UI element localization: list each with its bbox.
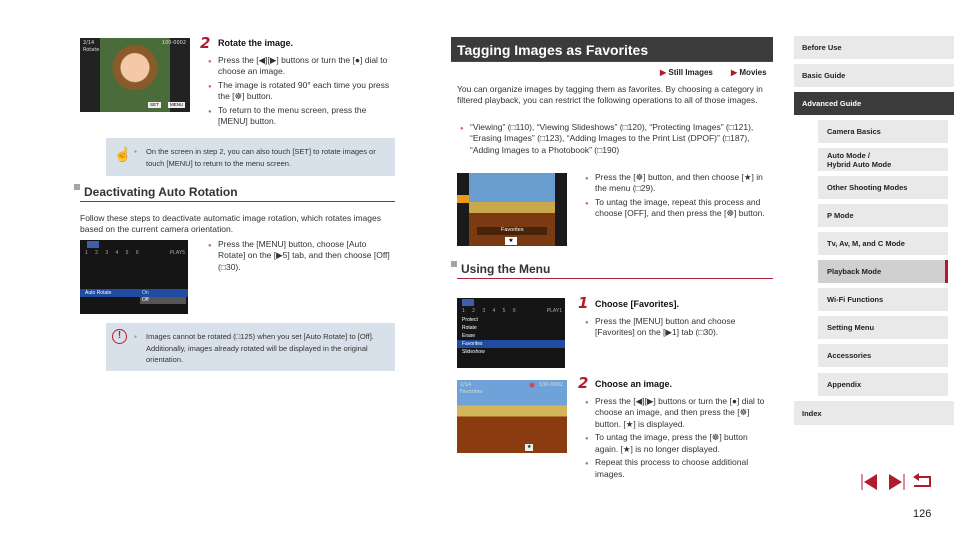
- playback-menu: [457, 298, 565, 368]
- sidebar-item-label: Appendix: [827, 380, 862, 389]
- sidebar-item-label: Index: [802, 409, 822, 418]
- bullet-item: ● Press the [MENU] button, choose [Auto Rotate] on the [▶5] tab, and then choose [Off] (□30).: [208, 239, 393, 273]
- favorites-screen: [457, 173, 567, 246]
- section-marker: [451, 261, 457, 267]
- page-number: 126: [913, 508, 932, 520]
- sidebar-item-label: Setting Menu: [827, 323, 875, 332]
- step-number: 2: [200, 34, 211, 52]
- page-title-bar: [451, 37, 773, 61]
- bullet-item: ● To untag the image, press the [☸] button again. [★] is no longer displayed.: [585, 432, 770, 455]
- star-icon: ★: [505, 237, 517, 245]
- sidebar-item-camera-basics[interactable]: [818, 120, 948, 143]
- menu-item: Auto Rotate: [85, 290, 112, 296]
- section-rule: [80, 201, 395, 202]
- ops-bullets: [460, 122, 768, 158]
- sidebar-item-p-mode[interactable]: [818, 204, 948, 227]
- step-number: 1: [578, 294, 589, 312]
- sidebar-item-before-use[interactable]: [794, 36, 954, 59]
- set-chip: SET: [150, 102, 159, 107]
- sidebar-item-label: Hybrid Auto Mode: [827, 160, 892, 169]
- arrow-left-icon: [860, 472, 880, 492]
- bullet-item: ● “Viewing” (□110), “Viewing Slideshows” (□120), “Protecting Images” (□121), “Erasing Images” (□123), “Adding Images to the Print List (DPOF)” (□187), “Adding Images to a Photobook” (□190): [460, 122, 768, 156]
- sidebar-item-label: Advanced Guide: [802, 99, 862, 108]
- menu-chip: MENU: [170, 102, 184, 107]
- page-title: Tagging Images as Favorites: [457, 42, 649, 58]
- mode-still: [660, 68, 713, 78]
- step-number: 2: [578, 374, 589, 392]
- bullet-item: ● To untag the image, repeat this process and choose [OFF], and then press the [☸] button.: [585, 197, 770, 220]
- menu-tab-label: PLAY1: [546, 308, 562, 314]
- menu-item: Protect: [462, 317, 478, 323]
- prev-page-button[interactable]: [860, 472, 880, 492]
- menu-item: Slideshow: [462, 349, 485, 355]
- title-underline: [451, 61, 773, 62]
- menu-item: Erase: [462, 333, 476, 339]
- image-select-screen: [457, 380, 567, 453]
- next-page-button[interactable]: [886, 472, 906, 492]
- set-star-chip: ★: [527, 444, 532, 450]
- caution-icon: !: [112, 329, 127, 344]
- step1-bullets: [585, 316, 770, 341]
- menu-tab-label: PLAY5: [169, 250, 185, 256]
- touch-hint-icon: ☝: [114, 146, 132, 162]
- sidebar-item-label: Playback Mode: [827, 267, 882, 276]
- section-title: Using the Menu: [461, 262, 551, 276]
- sidebar-item-label: Accessories: [827, 351, 872, 360]
- step-title: Choose an image.: [595, 379, 673, 389]
- play-tab-icon: [87, 241, 99, 248]
- return-button[interactable]: [910, 472, 934, 492]
- step2-select-bullets: [585, 396, 770, 482]
- tag-icon: ◉: [529, 382, 536, 389]
- tip-text: ● On the screen in step 2, you can also touch [SET] to rotate images or touch [MENU] to return to the menu screen.: [146, 146, 386, 169]
- sidebar-item-label: Basic Guide: [802, 71, 846, 80]
- sidebar-item-basic-guide[interactable]: [794, 64, 954, 87]
- sidebar-item-appendix[interactable]: [818, 373, 948, 396]
- bullet-item: ● Press the [◀][▶] buttons or turn the [●] dial to choose an image, and then press the [☸] button. [★] is displayed.: [585, 396, 770, 430]
- sidebar-item-label: P Mode: [827, 211, 854, 220]
- intro-text: You can organize images by tagging them as favorites. By choosing a category in filtered playback, you can restrict the following operations to all of those images.: [457, 84, 763, 106]
- mode-movies-label: Movies: [739, 68, 767, 77]
- sidebar-item-label: Tv, Av, M, and C Mode: [827, 239, 905, 248]
- sidebar-item-label: Before Use: [802, 43, 842, 52]
- deactivate-bullets: [208, 239, 393, 275]
- favorites-label: Favorites: [501, 227, 524, 233]
- sidebar-item-label: Other Shooting Modes: [827, 183, 908, 192]
- section-intro: Follow these steps to deactivate automatic image rotation, which rotates images based on the current camera orientation.: [80, 213, 381, 235]
- bullet-item: ● Repeat this process to choose additional images.: [585, 457, 770, 480]
- caution-box: [106, 323, 395, 371]
- sidebar-item-label: Auto Mode /: [827, 151, 870, 160]
- section-marker: [74, 184, 80, 190]
- bullet-item: ● Press the [MENU] button and choose [Favorites] on the [▶1] tab (□30).: [585, 316, 770, 339]
- sidebar-item-index[interactable]: [794, 401, 954, 425]
- arrow-right-icon: [886, 472, 906, 492]
- bullet-item: ● To return to the menu screen, press the [MENU] button.: [208, 105, 393, 128]
- rotate-photo: [100, 38, 170, 112]
- screen-file: 100-0002: [538, 382, 563, 388]
- bullet-item: ● Press the [◀][▶] buttons or turn the [●] dial to choose an image.: [208, 55, 393, 78]
- step-title: Rotate the image.: [218, 38, 294, 48]
- func-menu-column: [457, 173, 469, 246]
- bullet-item: ● Press the [☸] button, and then choose [★] in the menu (□29).: [585, 172, 770, 195]
- step2-bullets: [208, 55, 393, 130]
- section-title: Deactivating Auto Rotation: [84, 185, 238, 199]
- sidebar-item-wifi-functions[interactable]: [818, 288, 948, 311]
- screen-label: Favorites: [460, 389, 483, 395]
- active-indicator: [945, 260, 948, 283]
- play-arrow-icon: ▶: [660, 68, 667, 77]
- option-off: Off: [142, 297, 149, 303]
- func-menu-right: [555, 173, 567, 246]
- photo-label: Rotate: [83, 47, 100, 53]
- option-on: On: [142, 290, 149, 296]
- sidebar-nav: [794, 36, 954, 426]
- rotate-screen: [80, 38, 190, 112]
- func-menu-selected: [457, 195, 469, 203]
- sidebar-item-label: Camera Basics: [827, 127, 881, 136]
- menu-item: Favorites: [462, 341, 483, 347]
- photo-file: 100-0002: [161, 40, 186, 46]
- bullet-item: ● The image is rotated 90° each time you press the [☸] button.: [208, 80, 393, 103]
- sidebar-item-playback-mode[interactable]: [818, 260, 948, 283]
- sidebar-item-advanced-guide[interactable]: [794, 92, 954, 115]
- menu-tabs: 1 2 3 4 5 6: [85, 250, 142, 256]
- menu-tabs: 1 2 3 4 5 6: [462, 308, 519, 314]
- sidebar-item-accessories[interactable]: [818, 344, 948, 367]
- return-icon: [910, 472, 934, 492]
- sidebar-item-auto-mode[interactable]: [818, 148, 948, 171]
- sidebar-item-other-shooting-modes[interactable]: [818, 176, 948, 199]
- play-arrow-icon: ▶: [731, 68, 738, 77]
- sidebar-item-tv-av-m-c-mode[interactable]: [818, 232, 948, 255]
- mode-still-label: Still Images: [668, 68, 713, 77]
- screen-counter: 2/14: [460, 382, 472, 388]
- caution-text: ● Images cannot be rotated (□125) when you set [Auto Rotate] to [Off]. Additionally, images already rotated will be displayed in the original orientation.: [146, 331, 386, 366]
- play-tab-icon: [462, 299, 474, 306]
- auto-rotate-menu: [80, 240, 188, 314]
- photo-counter: 2/14: [83, 40, 95, 46]
- sidebar-item-setting-menu[interactable]: [818, 316, 948, 339]
- step-title: Choose [Favorites].: [595, 299, 680, 309]
- fav-bullets: [585, 172, 770, 222]
- tip-box: [106, 138, 395, 176]
- mode-movies: [731, 68, 767, 78]
- sidebar-item-label: Wi-Fi Functions: [827, 295, 884, 304]
- section-rule: [457, 278, 773, 279]
- menu-item: Rotate: [462, 325, 477, 331]
